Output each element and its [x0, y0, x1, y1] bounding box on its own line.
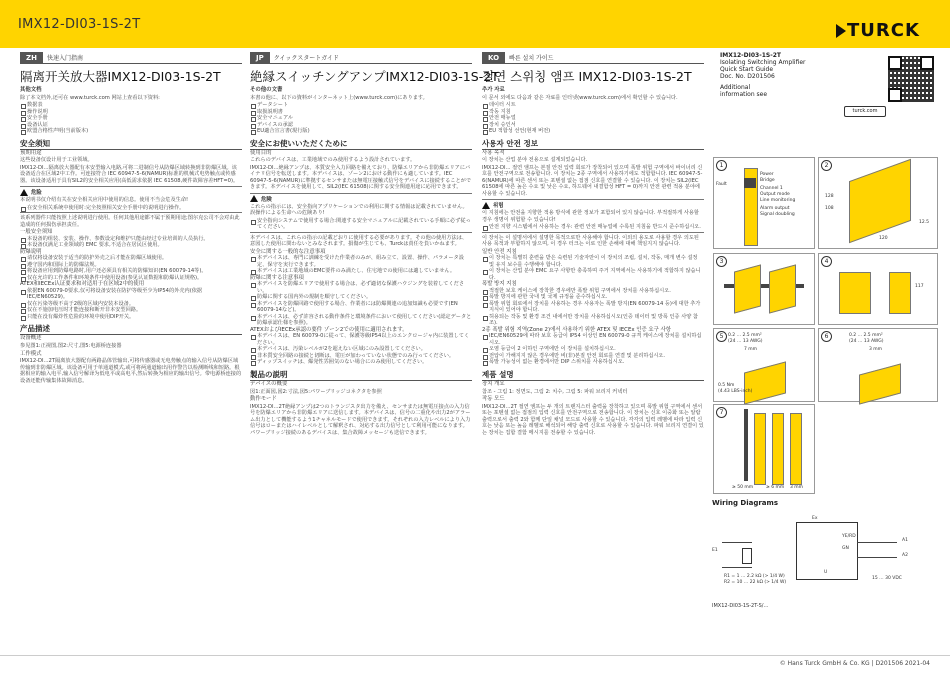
subsection-heading: その他の文書: [250, 87, 283, 93]
list-item: 非本質安全回路の接続と切断は、電圧が加わっていない状態でのみ行ってください。: [250, 353, 472, 360]
list-item: 이 장치는 산업 분야 EMC 요구 사항만 충족하며 주거 지역에서는 사용하기에 적합하지 않습니다.: [482, 268, 704, 281]
subsection-heading: 预期用途: [20, 149, 42, 156]
lang-header: [482, 52, 704, 64]
section-heading: 製品の説明: [250, 369, 472, 381]
dim-label: 128: [825, 194, 834, 199]
warning-item: 在安全相关系统中使用时:完全按照相关安全手册中的说明进行操作。: [20, 205, 242, 212]
list-item: 只能在没有爆炸性危险的环境中使用DIP开关。: [20, 314, 242, 321]
list-item: 적절한 보호 케이스에 장착한 경우에만 폭발 위험 구역에서 장치를 사용하십시오.: [482, 288, 704, 295]
torque-spec: 0.5 Nm: [718, 383, 735, 388]
subsection-heading: 사용 목적: [482, 149, 505, 156]
subsection-heading: 防爆说明: [20, 248, 42, 255]
paragraph: 这些设备仅设计用于工业领域。: [20, 157, 93, 164]
warning-icon: [250, 195, 258, 202]
list-item: 전압이 가해지지 않은 경우에만 비(非)본질 안전 회로를 연결 및 분리하십시오.: [482, 353, 704, 360]
wire-spec: 3 mm: [869, 347, 883, 352]
product-type: Isolating Switching Amplifier: [720, 59, 806, 66]
wd-label: GN: [842, 546, 849, 551]
column-zh: [20, 52, 242, 385]
subsection-heading: 動作モード: [250, 396, 277, 403]
figure-number: 7: [716, 407, 727, 418]
dim-label: 117: [915, 284, 924, 289]
warning-box: [20, 186, 242, 213]
doc-list: [20, 102, 242, 135]
column-ko: [482, 52, 704, 437]
footer: [0, 655, 950, 673]
logo-arrow-icon: [836, 24, 846, 38]
device-mounted: [772, 413, 784, 485]
fig-label: Line monitoring: [760, 198, 796, 203]
wd-label: A2: [902, 553, 908, 558]
wire-spec: 0.2 … 2.5 mm²: [728, 333, 762, 338]
wire-spec: (24 … 13 AWG): [849, 339, 884, 344]
fault-label: Fault: [716, 182, 727, 187]
paragraph: IMX12-DI...絶縁アンプは、本質安全入力回路を備えており、防爆エリアから非防爆エリアにバイナリ信号を転送します。本デバイスは、ゾーン2における動作にも適しています。IEC 60947-5-6(NAMUR)に準拠するセンサまたは無電圧接触式信号をデバイスに接続することができます。本デバイスを使用して、SIL2(IEC 61508)に関する安全関連用途に応用できます。: [250, 164, 472, 191]
paragraph: 이 문서 외에도 다음과 같은 자료를 인터넷(www.turck.com)에서 확인할 수 있습니다.: [482, 94, 678, 101]
warning-text: 本说明书仅介绍有关在安全相关应用中使用的信息。使用不当会危及生命!: [20, 197, 189, 204]
subsection-heading: 一般安全须知: [20, 229, 53, 236]
device-terminal: [859, 363, 901, 404]
list-item: 数据表: [20, 102, 242, 109]
spacing-label: 3 mm: [790, 485, 804, 490]
list-item: 장치 승인서: [482, 122, 704, 129]
wd-label: Ex: [812, 516, 818, 521]
list-item: 허용되는 작동 및 환경 조건 내에서만 장치를 사용하십시오(인증 데이터 및 방폭 인증 사양 참조).: [482, 314, 704, 327]
paragraph: 参见图1:正视图,图2:尺寸,图5:电源桥连接器: [20, 343, 122, 350]
paragraph: 図1:正面図,図2:寸法,図5:パワーブリッジコネクタを参照: [250, 388, 382, 395]
paragraph: 本デバイスは、これらの指示の記載どおりに使用する必要があります。その他の使用方法は、意図した使用に問わないとみなされます。損傷が生じても、Turckは責任を負いかねます。: [250, 234, 468, 248]
list-item: 폭발 방지에 관한 국내 및 국제 규정을 준수하십시오.: [482, 294, 704, 301]
torque-spec: (4.43 LBS-inch): [718, 389, 753, 394]
dim-label: 12.5: [919, 220, 930, 225]
doc-list: [482, 102, 704, 135]
wd-label: U: [824, 570, 828, 575]
list-item: 폭발 가능성이 없는 환경에서만 DIP 스위치를 사용하십시오.: [482, 359, 704, 366]
figure-3: [713, 253, 815, 325]
logo-text: TURCK: [847, 20, 920, 41]
subsection-heading: 使用目的: [250, 149, 272, 156]
doc-number: Doc. No. D201506: [720, 73, 775, 80]
warning-box: [250, 193, 472, 233]
warning-text: これらの指示には、安全指向アプリケーションでの利用に関する情報は記載されていません。誤操作による生命への危険あり!: [250, 203, 468, 217]
warning-text: 이 지침에는 안전을 지향한 적용 방식에 관한 정보가 포함되어 있지 않습니다. 부적절하게 사용할 경우 생명이 위험할 수 있습니다!: [482, 210, 699, 223]
warning-title: 危険: [261, 196, 272, 203]
section-heading: 产品描述: [20, 323, 242, 335]
paragraph: 이 장치는 이 설명서에서 설명한 목적으로만 사용해야 합니다. 이외의 용도로 사용할 경우 의도된 사용 목적과 부합하지 않으며, 이 경우 터크는 이로 인한 손해에 대해 책임지지 않습니다.: [482, 234, 699, 248]
subsection-heading: 폭발 방지 지침: [482, 281, 517, 288]
subsection-heading: 安全に関する一般的な注意事項: [250, 248, 326, 255]
wire-spec: (24 … 13 AWG): [728, 339, 763, 344]
wire-spec: 7 mm: [744, 347, 758, 352]
list-item: 안전 매뉴얼: [482, 115, 704, 122]
subsection-heading: デバイスの概要: [250, 380, 288, 387]
list-item: 请仅将设备安装于适当的防护外壳之后才能在防爆区域使用。: [20, 255, 242, 262]
list-item: 이 장치는 특별히 훈련을 받은 숙련된 기술자만이 이 장치의 조립, 설치, 작동, 매개 변수 설정 및 유지 보수를 수행해야 합니다.: [482, 255, 704, 268]
fig-label: Channel 1: [760, 186, 783, 191]
subsection-heading: ATEXおよびIECEx承認の要件 ゾーン2での使用に適用されます。: [250, 326, 408, 333]
wd-label: A1: [902, 538, 908, 543]
wiring-diagrams-title: Wiring Diagrams: [712, 499, 778, 507]
list-item: 本デバイスは、必ず許容される動作条件と環境条件において使用してください(認定データと防爆承認仕様を参照)。: [250, 314, 472, 327]
guide-type: Quick Start Guide: [720, 66, 774, 73]
additional-info: Additional: [720, 84, 751, 91]
wd-label: R2 = 10 … 22 kΩ (> 1/4 W): [724, 580, 787, 585]
device-mounted: [790, 413, 802, 485]
fig-label: Alarm output: [760, 206, 790, 211]
subsection-heading: 일반 안전 지침: [482, 248, 517, 255]
lang-header-label: 快速入门指南: [46, 55, 83, 62]
list-item: 仅在不施加电压时才能连接和断开非本安型回路。: [20, 307, 242, 314]
list-item: 遵守国内和国际上的防爆法规。: [20, 262, 242, 269]
figure-number: 4: [821, 256, 832, 267]
warning-item: 安全指向システムで使用する場合:関連する安全マニュアルに記載されている手順に必ず従ってください。: [250, 218, 472, 231]
paragraph: IMX12-DI...2T 절연 앰프는 두 개의 트랜지스터 출력을 장착하고 있으며 폭발 위험 구역에서 센서 또는 포텐셜 없는 접점의 입력 신호를 안전구역으로 전송합니다. 이 장치는 신호 이중화 또는 알람 출력으로서 출력 2와 함께 단일 채널 모드로 사용할 수 있습니다. 각각의 입력 레벨에 따라 입력 신호는 낮음 또는 높음 레벨로 해석되어 해당 출력 신호로 사용할 수 있습니다. 파워 브리지 연결이 있는 장치는 집합 결함 메시지를 전송할 수 있습니다.: [482, 403, 704, 436]
fig-label: Signal doubling: [760, 212, 795, 217]
section-heading: 사용자 안전 정보: [482, 138, 704, 150]
lang-code: KO: [482, 52, 505, 64]
list-item: IEC/EN60529에 따라 보호 등급이 IP54 이상인 EN 60079-0 규격 케이스에 장치를 설치하십시오.: [482, 333, 704, 346]
list-item: データシート: [250, 102, 472, 109]
product-name: IMX12-DI03-1S-2T: [720, 52, 781, 59]
lang-header: [250, 52, 472, 64]
turck-link-button[interactable]: turck.com: [844, 106, 886, 117]
list-item: 오염 등급이 2 이하인 구역에만 이 장치를 설치하십시오.: [482, 346, 704, 353]
qr-code[interactable]: [888, 56, 934, 102]
list-item: 操作说明: [20, 109, 242, 116]
subsection-heading: 防爆に関する注意事項: [250, 274, 304, 281]
device-side: [839, 272, 871, 314]
subsection-heading: 작동 모드: [482, 396, 505, 403]
paragraph: IMX12-DI... 절연 앰프는 본질 안전 입력 회로가 장착되어 있으며 폭발 위험 구역에서 바이너리 신호를 안전구역으로 전송합니다. 이 장치는 2종 구역에서 사용하기에도 적합합니다. IEC 60947-5-6(NAMUR)에 따른 센서 또는 포텐셜 없는 접점 신호를 연결할 수 있습니다. 이 장치는 SIL2(IEC 61508에 따른 높은 수요 및 낮은 수요, 하드웨어 내결함성 HFT = 0)까지 안전 관련 적용 분야에 사용할 수 있습니다.: [482, 164, 703, 197]
additional-info-2: information see: [720, 91, 768, 98]
warning-icon: [482, 202, 490, 209]
list-item: 本デバイスを防爆回路で使用する場合、作業者には防爆関連の追加知識も必要です(EN 60079-14など)。: [250, 301, 472, 314]
wire-line: [722, 567, 752, 568]
warning-title: 위험: [493, 203, 504, 210]
lang-code: JP: [250, 52, 270, 64]
figure-6: [818, 328, 938, 402]
wire-line: [857, 542, 897, 543]
subsection-heading: 其他文档: [20, 87, 42, 93]
fig-label: Output mode: [760, 192, 790, 197]
list-item: 欧盟合格性声明(当前版本): [20, 128, 242, 135]
list-item: 本设备的组装、安装、操作、参数设定和维护只能由经过专业培训的人员执行。: [20, 236, 242, 243]
warning-title: 危险: [31, 190, 42, 197]
doc-list: [250, 102, 472, 135]
warning-box: [482, 199, 704, 233]
lang-code: ZH: [20, 52, 43, 64]
wd-label: YE/RD: [842, 534, 856, 539]
paragraph: 참조 - 그림 1: 정면도, 그림 2: 치수, 그림 5: 파워 브리지 커넥터: [482, 388, 628, 395]
list-item: 安全マニュアル: [250, 115, 472, 122]
lang-header-label: クイックスタートガイド: [273, 55, 339, 62]
subsection-heading: 设备概述: [20, 335, 42, 342]
wd-label: 15 … 30 VDC: [872, 576, 902, 581]
figure-2: [818, 157, 938, 249]
figure-1: [713, 157, 815, 249]
fig-label: Power: [760, 172, 774, 177]
wiring-diagram: [712, 512, 936, 596]
figure-number: 5: [716, 331, 727, 342]
list-item: EU適合宣言書(現行版): [250, 128, 472, 135]
resistor-icon: [742, 548, 752, 564]
list-item: 仅在允许的工作条件和环境条件中使用设备(参见认证数据和防爆认证规格)。: [20, 275, 242, 282]
device-mount: [769, 264, 796, 313]
paragraph: これらのデバイスは、工業地域でのみ使用するよう設計されています。: [250, 157, 416, 164]
list-item: 安全手册: [20, 115, 242, 122]
list-item: 本デバイスは、専門に訓練を受けた作業者のみが、組み立て、設置、操作、パラメータ設定、保守を実行できます。: [250, 255, 472, 268]
list-item: 本デバイスは、EN 60079-0に従って、保護等級IP54以上のエンクロージャ内に装置してください。: [250, 333, 472, 346]
list-item: 작동 지침: [482, 109, 704, 116]
wd-label: R1 = 1 … 2.2 kΩ (> 1/4 W): [724, 574, 785, 579]
figure-number: 1: [716, 160, 727, 171]
lang-header: [20, 52, 242, 64]
device-side: [889, 272, 911, 314]
dim-label: 108: [825, 206, 834, 211]
device-panel: [744, 178, 756, 188]
paragraph: IMX12-DI...2T隔离放大器配有两路晶体管输出,可将传感器或无电势触点的输入信号从防爆区域传输到非防爆区域。该设备可用于单通道模式,或可将两通道输出用作警告以检测断线和短路。根据相应的输入电平,输入信号解译为低电平或高电平,然后转换为相应的输出信号。带电源桥连接的设备还能传输集体故障消息。: [20, 358, 242, 384]
paragraph: 除了本文档外,还可在 www.turck.com 网站上查看以下资料:: [20, 94, 160, 101]
device-terminal: [744, 361, 786, 404]
wire-line: [722, 542, 752, 543]
list-item: 폭발 위험 회로에서 장치를 사용하는 경우 사용자는 폭발 방지(EN 60079-14 등)에 대한 추가 지식이 있어야 합니다.: [482, 301, 704, 314]
section-heading: 安全にお使いいただくために: [250, 138, 472, 150]
section-title: 隔离开关放大器IMX12-DI03-1S-2T: [20, 69, 221, 84]
fig-label: Bridge: [760, 178, 775, 183]
section-title: 절연 스위칭 앰프 IMX12-DI03-1S-2T: [482, 69, 692, 84]
subsection-heading: ATEX和IECEx认证要求和对适用于在区域2中的使用: [20, 281, 145, 288]
turck-logo: [836, 20, 920, 41]
figure-5: [713, 328, 815, 402]
warning-item: 안전 지향 시스템에서 사용하는 경우: 관련 안전 매뉴얼에 수록된 지침을 반드시 준수하십시오.: [482, 224, 704, 231]
figure-number: 3: [716, 256, 727, 267]
list-item: 依据EN 60079-0要求,仅可将设备安装在防护等级至少为IP54的外壳内(依据IEC/EN60529)。: [20, 288, 242, 301]
device-mount: [734, 264, 761, 313]
figure-number: 6: [821, 331, 832, 342]
section-heading: 제품 설명: [482, 369, 704, 381]
subsection-heading: 2종 폭발 위험 지역(Zone 2)에서 사용하기 위한 ATEX 및 IECEx 인증 요구 사항: [482, 326, 671, 333]
list-item: 设备认证: [20, 122, 242, 129]
figure-4: [818, 253, 938, 325]
paragraph: IMX12-DI...2T絶縁アンプは2つのトランジスタ出力を備え、センサまたは無電圧接点の入力信号を防爆エリアから非防爆エリアに送信します。本デバイスは、信号の二重化や出力2がアラーム出力として機能するよう1チャネルモードで使用できます。それぞれの入力レベルにより入力信号はローまたはハイレベルとして解釈され、対応する出力信号として利用可能になります。パワーブリッジ接続のあるデバイスは、集合故障メッセージも送信できます。: [250, 403, 471, 436]
paragraph: 이 장치는 산업 분야 전용으로 설계되었습니다.: [482, 157, 588, 164]
wire-line: [857, 557, 897, 558]
subsection-heading: 장치 개요: [482, 380, 505, 387]
list-item: 本デバイスは、汚染レベルが2を超えない区域にのみ設置してください。: [250, 346, 472, 353]
document-title: IMX12-DI03-1S-2T: [18, 17, 141, 32]
list-item: デバイスの承認: [250, 122, 472, 129]
list-item: 将设备应用到防爆电路时,用户还必须具有相关的防爆知识(EN 60079-14等)。: [20, 268, 242, 275]
spacing-label: ≥ 50 mm: [732, 485, 754, 490]
section-title: 絶縁スイッチングアンプIMX12-DI03-1S-2T: [250, 69, 499, 84]
list-item: 本设备仅满足工业领域的 EMC 要求,不适合在居民区使用。: [20, 242, 242, 249]
wiring-caption: IMX12-DI03-1S-2T-S/…: [712, 603, 769, 609]
paragraph: 该系列器件只能按照上述说明进行使用。任何其他用途都不属于预期用途;图尔克公司不会对由此造成的任何损伤承担责任。: [20, 215, 240, 228]
top-banner: [0, 0, 950, 48]
paragraph: IMX12-DI...隔离放大器配有本安型输入电路,可将二进制信号从防爆区域转换到非防爆区域。该设备适合在区域2中工作。可连接符合 IEC 60947-5-6(NAMUR)标准的机械式电势触点或传感器。该设备适用于具有SIL2的安全相关应用(高低需求依据 IEC 61508,硬件故障容差HFT=0)。: [20, 164, 239, 184]
figure-7: [713, 404, 815, 494]
paragraph: 本書の他に、以下の資料がインターネット上(www.turck.com)にあります。: [250, 94, 428, 101]
list-item: EU 적합성 선언(현재 버전): [482, 128, 704, 135]
subsection-heading: 工作模式: [20, 350, 42, 357]
list-item: ディップスイッチは、爆発性雰囲気のない場合にのみ使用してください。: [250, 359, 472, 366]
list-item: 防爆に関する国内外の規制を順守してください。: [250, 294, 472, 301]
device-iso: [849, 159, 911, 244]
din-rail: [744, 409, 748, 481]
warning-icon: [20, 189, 28, 196]
list-item: 取扱説明書: [250, 109, 472, 116]
lang-header-label: 빠른 설치 가이드: [509, 55, 554, 62]
section-heading: 安全须知: [20, 138, 242, 150]
wd-label: E1: [712, 548, 718, 553]
dim-label: 120: [879, 236, 888, 241]
footer-text: © Hans Turck GmbH & Co. KG | D201506 2021-04: [779, 660, 930, 667]
list-item: 本デバイスを防爆エリアで使用する場合は、必ず適切な保護ハウジングを装着してください。: [250, 281, 472, 294]
list-item: 本デバイスは工業地域のEMC要件のみ満たし、住宅地での使用には適していません。: [250, 268, 472, 275]
subsection-heading: 추가 자료: [482, 87, 505, 93]
wire-spec: 0.2 … 2.5 mm²: [849, 333, 883, 338]
list-item: 仅在污染等级不高于2级的区域内安装本设备。: [20, 301, 242, 308]
spacing-label: ≥ 6 mm: [766, 485, 785, 490]
list-item: 데이터 시트: [482, 102, 704, 109]
figure-number: 2: [821, 160, 832, 171]
device-mounted: [754, 413, 766, 485]
